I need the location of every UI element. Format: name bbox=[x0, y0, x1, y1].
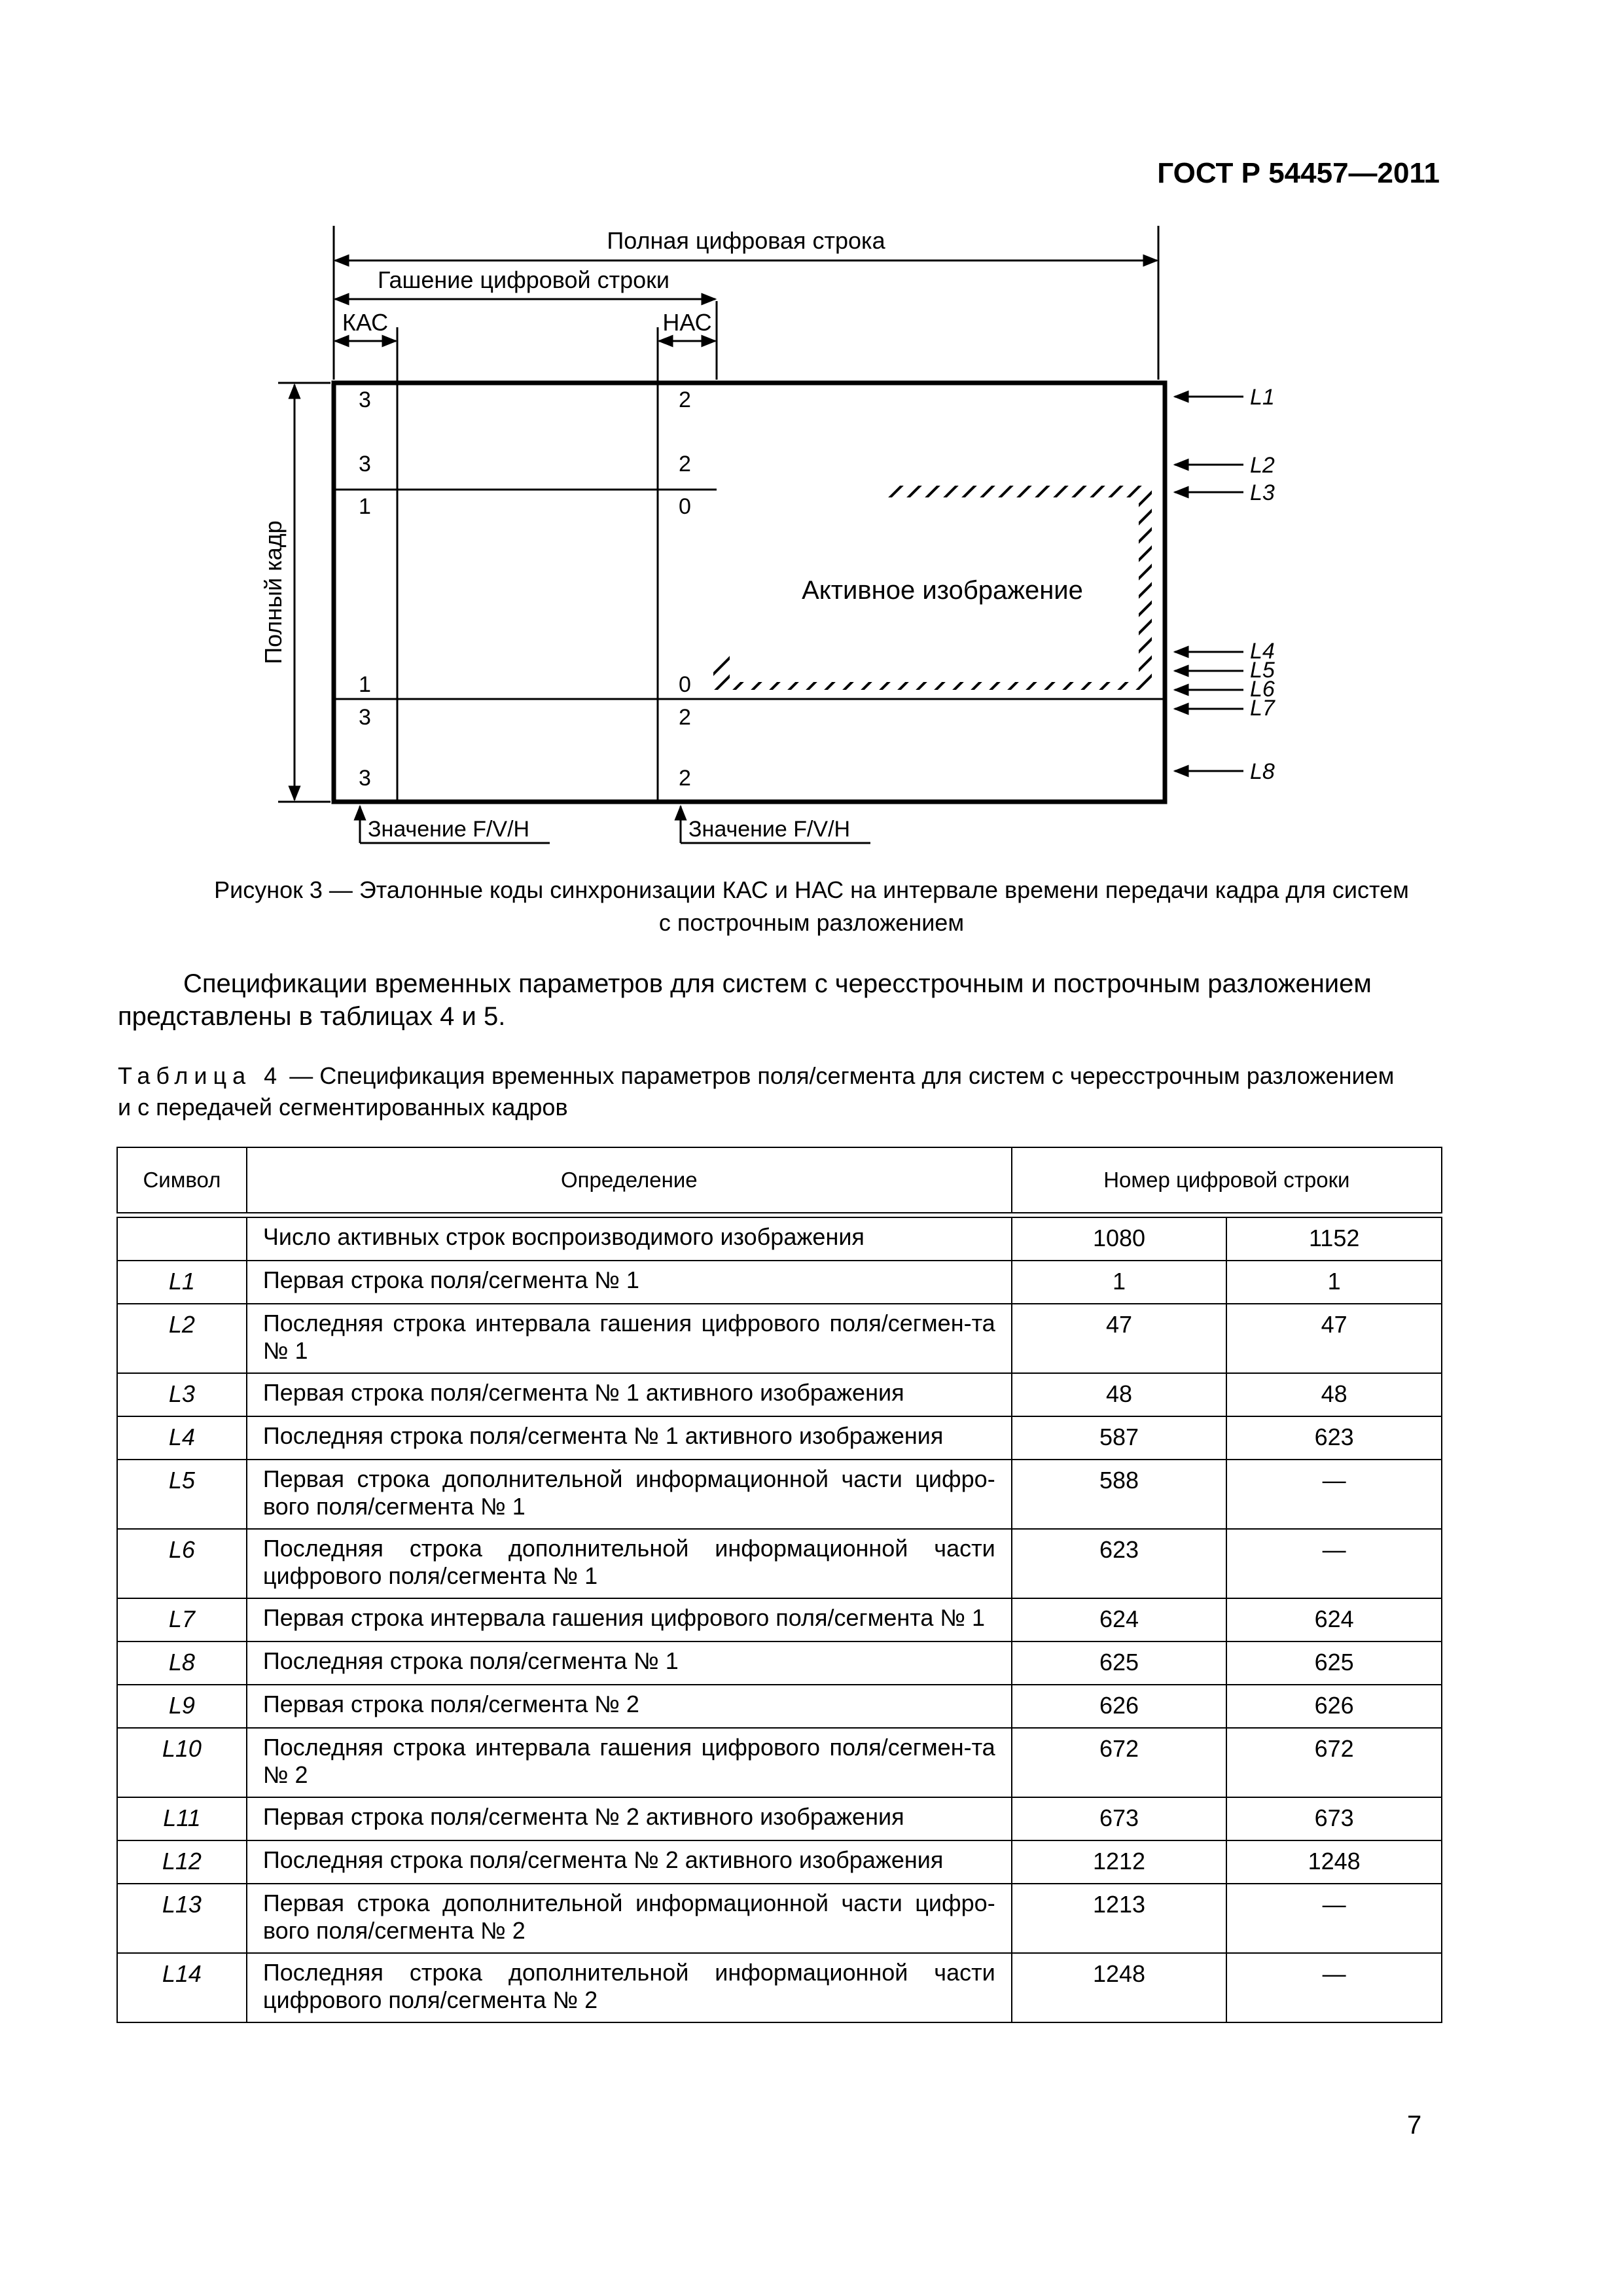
table-row bbox=[117, 1953, 1442, 2022]
caption-line: с построчным разложением bbox=[658, 909, 965, 936]
row-value: 47 bbox=[1012, 1304, 1227, 1373]
row-symbol: L14 bbox=[117, 1953, 247, 2022]
row-value: 672 bbox=[1012, 1728, 1227, 1797]
row-value: 1152 bbox=[1226, 1217, 1442, 1261]
row-definition: Число активных строк воспроизводимого изображения bbox=[247, 1217, 1012, 1261]
blanking-label: Гашение цифровой строки bbox=[377, 266, 670, 293]
row-value: 673 bbox=[1226, 1797, 1442, 1840]
row-value: 1 bbox=[1012, 1261, 1227, 1304]
table-row bbox=[117, 1685, 1442, 1728]
table-row bbox=[117, 1728, 1442, 1797]
header-line-number: Номер цифровой строки bbox=[1012, 1147, 1442, 1213]
hatch-line bbox=[1170, 484, 1380, 694]
row-value: 623 bbox=[1226, 1416, 1442, 1460]
table-row bbox=[117, 1641, 1442, 1685]
sync-codes-diagram bbox=[0, 0, 1623, 864]
table-separator bbox=[117, 1213, 1442, 1217]
paragraph-line: Спецификации временных параметров для систем с чересстрочным и построчным разложением bbox=[183, 969, 1372, 998]
table-row bbox=[117, 1460, 1442, 1529]
table-row bbox=[117, 1217, 1442, 1261]
kas-code: 3 bbox=[359, 766, 371, 791]
line-marker-l4: L4 bbox=[1250, 639, 1275, 664]
table-title bbox=[118, 1060, 1440, 1123]
row-value: 626 bbox=[1226, 1685, 1442, 1728]
full-line-label: Полная цифровая строка bbox=[607, 227, 885, 254]
row-definition: Последняя строка интервала гашения цифрового поля/сегмен-та № 2 bbox=[247, 1728, 1012, 1797]
row-value: 1 bbox=[1226, 1261, 1442, 1304]
line-marker-l2: L2 bbox=[1250, 453, 1275, 478]
nas-code: 0 bbox=[679, 494, 691, 519]
table-row bbox=[117, 1373, 1442, 1416]
row-value: — bbox=[1226, 1460, 1442, 1529]
row-definition: Первая строка дополнительной информационной части цифро-вого поля/сегмента № 1 bbox=[247, 1460, 1012, 1529]
row-symbol: L11 bbox=[117, 1797, 247, 1840]
row-symbol: L13 bbox=[117, 1884, 247, 1953]
row-value: — bbox=[1226, 1529, 1442, 1598]
row-value: 626 bbox=[1012, 1685, 1227, 1728]
row-symbol bbox=[117, 1217, 247, 1261]
row-value: 672 bbox=[1226, 1728, 1442, 1797]
nas-code: 2 bbox=[679, 387, 691, 412]
row-definition: Первая строка поля/сегмента № 2 bbox=[247, 1685, 1012, 1728]
row-symbol: L10 bbox=[117, 1728, 247, 1797]
kas-label: КАС bbox=[342, 309, 389, 336]
nas-code: 2 bbox=[679, 452, 691, 476]
row-definition: Первая строка поля/сегмента № 1 активного изображения bbox=[247, 1373, 1012, 1416]
table-row bbox=[117, 1840, 1442, 1884]
row-definition: Последняя строка дополнительной информационной части цифрового поля/сегмента № 1 bbox=[247, 1529, 1012, 1598]
row-value: 587 bbox=[1012, 1416, 1227, 1460]
sync-codes bbox=[359, 387, 691, 791]
row-value: — bbox=[1226, 1884, 1442, 1953]
row-value: 624 bbox=[1012, 1598, 1227, 1641]
row-definition: Последняя строка поля/сегмента № 2 активного изображения bbox=[247, 1840, 1012, 1884]
row-value: 48 bbox=[1012, 1373, 1227, 1416]
row-definition: Первая строка поля/сегмента № 2 активного изображения bbox=[247, 1797, 1012, 1840]
row-value: 1080 bbox=[1012, 1217, 1227, 1261]
row-value: 1212 bbox=[1012, 1840, 1227, 1884]
row-definition: Первая строка интервала гашения цифрового поля/сегмента № 1 bbox=[247, 1598, 1012, 1641]
caption-line: Рисунок 3 — Эталонные коды синхронизации КАС и НАС на интервале времени передачи кадра для систем bbox=[214, 876, 1409, 903]
line-marker-l7: L7 bbox=[1250, 696, 1275, 721]
table-row bbox=[117, 1529, 1442, 1598]
row-value: 623 bbox=[1012, 1529, 1227, 1598]
row-definition: Первая строка дополнительной информационной части цифро-вого поля/сегмента № 2 bbox=[247, 1884, 1012, 1953]
row-value: 624 bbox=[1226, 1598, 1442, 1641]
row-symbol: L7 bbox=[117, 1598, 247, 1641]
row-value: 1248 bbox=[1226, 1840, 1442, 1884]
row-symbol: L9 bbox=[117, 1685, 247, 1728]
row-value: 47 bbox=[1226, 1304, 1442, 1373]
kas-code: 1 bbox=[359, 494, 371, 519]
table-title-prefix: Таблица 4 bbox=[118, 1062, 283, 1089]
row-symbol: L3 bbox=[117, 1373, 247, 1416]
paragraph-line: представлены в таблицах 4 и 5. bbox=[118, 1002, 506, 1031]
kas-code: 1 bbox=[359, 672, 371, 697]
header-symbol: Символ bbox=[117, 1147, 247, 1213]
row-definition: Последняя строка интервала гашения цифрового поля/сегмен-та № 1 bbox=[247, 1304, 1012, 1373]
table-row bbox=[117, 1797, 1442, 1840]
kas-code: 3 bbox=[359, 387, 371, 412]
line-marker-l5: L5 bbox=[1250, 658, 1275, 683]
document-id: ГОСТ Р 54457—2011 bbox=[1157, 157, 1440, 189]
table-row bbox=[117, 1261, 1442, 1304]
table-row bbox=[117, 1884, 1442, 1953]
nas-code: 0 bbox=[679, 672, 691, 697]
figure-caption bbox=[131, 874, 1492, 939]
row-value: 48 bbox=[1226, 1373, 1442, 1416]
active-image-label: Активное изображение bbox=[802, 576, 1083, 605]
row-value: 588 bbox=[1012, 1460, 1227, 1529]
row-symbol: L8 bbox=[117, 1641, 247, 1685]
row-definition: Последняя строка дополнительной информационной части цифрового поля/сегмента № 2 bbox=[247, 1953, 1012, 2022]
page-number: 7 bbox=[1407, 2111, 1422, 2140]
line-marker-l3: L3 bbox=[1250, 480, 1275, 505]
row-value: 673 bbox=[1012, 1797, 1227, 1840]
nas-code: 2 bbox=[679, 705, 691, 730]
body-paragraph bbox=[118, 967, 1440, 1033]
row-definition: Первая строка поля/сегмента № 1 bbox=[247, 1261, 1012, 1304]
fvh-label-right: Значение F/V/H bbox=[688, 817, 851, 842]
line-marker-l1: L1 bbox=[1250, 385, 1275, 410]
header-definition: Определение bbox=[247, 1147, 1012, 1213]
row-symbol: L1 bbox=[117, 1261, 247, 1304]
table-title-text: — Спецификация временных параметров поля/сегмента для систем с чересстрочным разложением bbox=[283, 1062, 1395, 1089]
table-row bbox=[117, 1598, 1442, 1641]
line-markers bbox=[1175, 385, 1275, 784]
kas-code: 3 bbox=[359, 705, 371, 730]
table-title-text: и с передачей сегментированных кадров bbox=[118, 1094, 568, 1121]
table-header-row bbox=[117, 1147, 1442, 1213]
row-definition: Последняя строка поля/сегмента № 1 активного изображения bbox=[247, 1416, 1012, 1460]
row-definition: Последняя строка поля/сегмента № 1 bbox=[247, 1641, 1012, 1685]
timing-spec-table bbox=[116, 1147, 1442, 2023]
fvh-label-left: Значение F/V/H bbox=[368, 817, 530, 842]
nas-code: 2 bbox=[679, 766, 691, 791]
row-value: 625 bbox=[1012, 1641, 1227, 1685]
row-value: 1248 bbox=[1012, 1953, 1227, 2022]
line-marker-l6: L6 bbox=[1250, 677, 1275, 702]
kas-code: 3 bbox=[359, 452, 371, 476]
table-body bbox=[117, 1213, 1442, 2022]
table-row bbox=[117, 1304, 1442, 1373]
row-symbol: L6 bbox=[117, 1529, 247, 1598]
row-symbol: L5 bbox=[117, 1460, 247, 1529]
row-symbol: L4 bbox=[117, 1416, 247, 1460]
row-value: 1213 bbox=[1012, 1884, 1227, 1953]
nas-label: НАС bbox=[662, 309, 712, 336]
row-value: 625 bbox=[1226, 1641, 1442, 1685]
row-symbol: L12 bbox=[117, 1840, 247, 1884]
full-frame-label: Полный кадр bbox=[260, 520, 287, 664]
line-marker-l8: L8 bbox=[1250, 759, 1275, 784]
table-row bbox=[117, 1416, 1442, 1460]
row-value: — bbox=[1226, 1953, 1442, 2022]
row-symbol: L2 bbox=[117, 1304, 247, 1373]
